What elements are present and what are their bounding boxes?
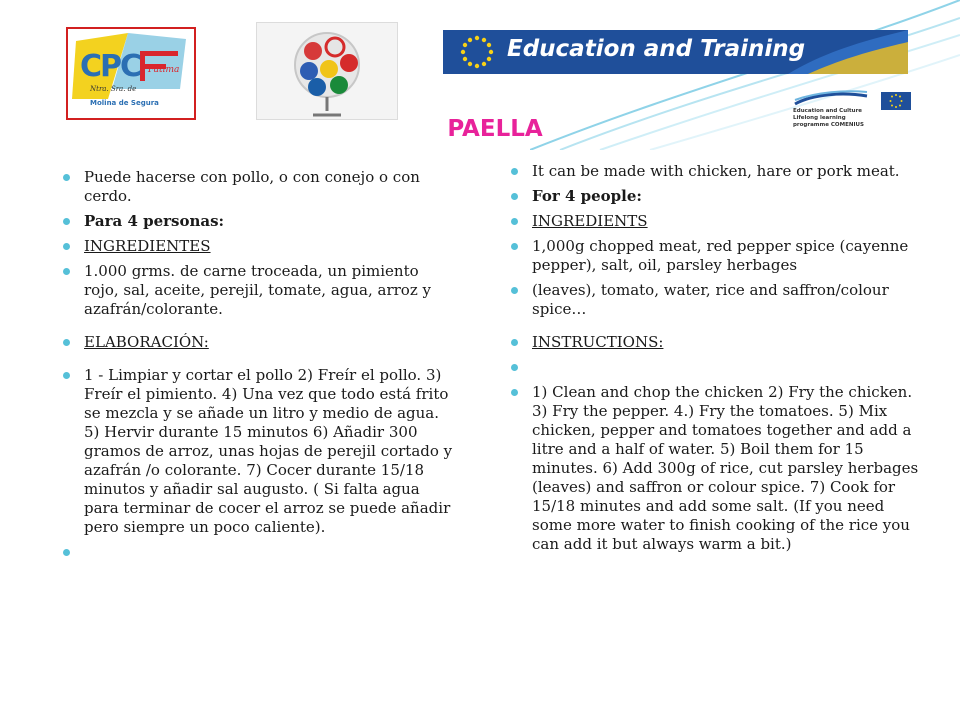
list-item — [61, 168, 456, 206]
ingredients-text-cont: (leaves), tomato, water, rice and saffron/colour spice… — [532, 281, 889, 318]
banner-title: Education and Training — [507, 36, 806, 62]
list-item — [509, 358, 919, 377]
page-title: PAELLA — [447, 116, 543, 142]
banner-wave-decoration — [788, 30, 908, 74]
spanish-recipe-list — [61, 168, 456, 562]
instructions-heading: ELABORACIÓN: — [84, 333, 209, 351]
english-recipe-list — [509, 162, 919, 554]
intro-text: Puede hacerse con pollo, o con conejo o con cerdo. — [84, 168, 420, 205]
cpc-fatima-logo — [66, 27, 196, 120]
ingredients-text: 1,000g chopped meat, red pepper spice (cayenne pepper), salt, oil, parsley herbages — [532, 237, 909, 274]
instructions-text: 1) Clean and chop the chicken 2) Fry the chicken. 3) Fry the pepper. 4.) Fry the tomatoes. 5) Mix chicken, pepper and tomatoes together and add a litre and a half of water. 5) Boil them for 15 minutes. 6) Add 300g of rice, cut parsley herbages (leaves) and saffron or colour spice. 7) Cook for 15/18 minutes and add some salt. (If you need some more water to finish cooking of the rice you can add it but always warm a bit.) — [532, 383, 919, 553]
servings-text: Para 4 personas: — [84, 212, 225, 230]
cpc-logo-big-text: CPC — [80, 49, 141, 84]
education-and-training-banner — [443, 30, 908, 74]
instructions-heading: INSTRUCTIONS: — [532, 333, 664, 351]
list-item — [509, 187, 919, 206]
spanish-recipe-column — [61, 168, 456, 568]
list-item — [61, 237, 456, 256]
lll-swoosh-icon — [793, 90, 869, 106]
cpc-logo-script-text: Fátima — [148, 65, 180, 75]
list-item — [61, 262, 456, 319]
cpc-logo-place-text: Molina de Segura — [90, 99, 159, 107]
list-item — [509, 237, 919, 275]
cpc-logo-small-text: Ntra. Sra. de — [90, 85, 137, 93]
lll-programme-text: Education and Culture Lifelong learning programme COMENIUS — [793, 108, 864, 128]
list-item — [509, 281, 919, 319]
ingredients-heading: INGREDIENTS — [532, 212, 648, 230]
list-item — [61, 366, 456, 537]
list-item — [61, 212, 456, 231]
intro-text: It can be made with chicken, hare or pork meat. — [532, 162, 900, 180]
comenius-flags-globe-logo — [256, 22, 398, 120]
list-item — [509, 212, 919, 231]
eu-stars-icon — [447, 30, 507, 74]
list-item — [61, 543, 456, 562]
servings-text: For 4 people: — [532, 187, 642, 205]
english-recipe-column — [509, 162, 919, 560]
list-item — [509, 162, 919, 181]
ingredients-text: 1.000 grms. de carne troceada, un pimiento rojo, sal, aceite, perejil, tomate, agua, arroz y azafrán/colorante. — [84, 262, 431, 318]
list-item — [61, 333, 456, 352]
instructions-text: 1 - Limpiar y cortar el pollo 2) Freír el pollo. 3) Freír el pimiento. 4) Una vez que todo está frito se mezcla y se añade un litro y medio de agua. 5) Hervir durante 15 minutos 6) Añadir 300 gramos de arroz, unas hojas de perejil cortado y azafrán /o colorante. 7) Cocer durante 15/18 minutos y añadir sal augusto. ( Si falta agua para terminar de cocer el arroz se puede añadir pero siempre un poco caliente). — [84, 366, 453, 536]
list-item — [509, 333, 919, 352]
list-item — [509, 383, 919, 554]
eu-flag-icon — [881, 92, 911, 110]
ingredients-heading: INGREDIENTES — [84, 237, 211, 255]
